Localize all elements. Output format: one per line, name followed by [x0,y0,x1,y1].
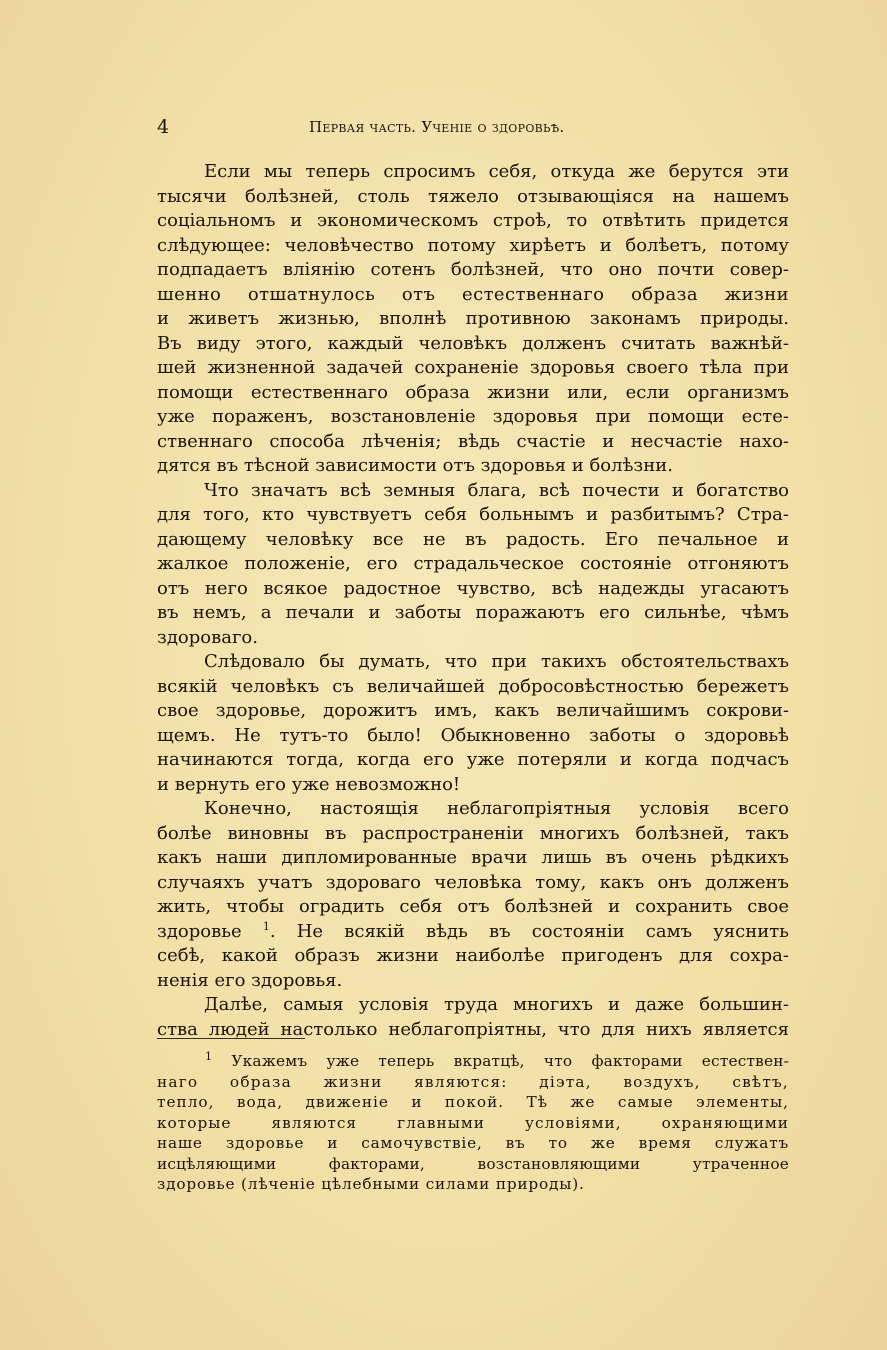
text-line: себѣ, какой образъ жизни наиболѣе пригоденъ для сохра- [157,945,789,966]
text-line: слѣдующее: человѣчество потому хирѣетъ и болѣетъ, потому [157,234,789,256]
paragraph [157,797,789,993]
text-line: дятся въ тѣсной зависимости отъ здоровья и болѣзни. [157,455,673,476]
text-line: отъ него всякое радостное чувство, всѣ надежды угасаютъ [157,577,789,599]
text-line: жалкое положеніе, его страдальческое состояніе отгоняютъ [157,553,789,574]
text-line: шенно отшатнулось отъ естественнаго образа жизни [157,283,789,305]
running-head: Первая часть. Ученіе о здоровьѣ. [309,118,565,136]
text-line: ственнаго способа лѣченія; вѣдь счастіе и несчастіе нахо- [157,430,789,452]
text-line: жить, чтобы оградить себя отъ болѣзней и сохранить свое [157,896,789,917]
footnote-divider [157,1038,305,1039]
footnote-line: наше здоровье и самочувствіе, въ то же время служатъ [157,1134,789,1152]
text-line [157,920,789,945]
text-line: помощи естественнаго образа жизни или, если организмъ [157,381,789,403]
text-line: ненія его здоровья. [157,969,343,991]
footnote-mark: 1 [205,1049,213,1063]
footnote-line: исцѣляющими факторами, возстановляющими утраченное [157,1154,789,1173]
footnote-reference[interactable]: 1 [262,919,270,933]
paragraph [157,993,789,1042]
footnote-line: тепло, вода, движеніе и покой. Тѣ же самые элементы, [157,1093,789,1111]
text-line: подпадаетъ вліянію сотенъ болѣзней, что оно почти совер- [157,259,789,280]
text-line: случаяхъ учатъ здороваго человѣка тому, какъ онъ долженъ [157,871,789,893]
text-line: шей жизненной задачей сохраненіе здоровья своего тѣла при [157,357,789,378]
text-line: начинаются тогда, когда его уже потеряли и когда подчасъ [157,749,789,770]
footnote-line: здоровье (лѣченіе цѣлебными силами природы). [157,1175,585,1193]
page-number: 4 [157,116,170,138]
text-line: соціальномъ и экономическомъ строѣ, то отвѣтить придется [157,210,789,231]
footnote [157,1051,789,1195]
page-header [157,116,789,138]
text-line: Далѣе, самыя условія труда многихъ и даже большин- [204,994,789,1015]
text-line: тысячи болѣзней, столь тяжело отзывающіяся на нашемъ [157,185,789,207]
text-fragment: . Не всякій вѣдь въ состояніи самъ уяснить [269,920,789,942]
footnote-line: наго образа жизни являются: діэта, воздухъ, свѣтъ, [157,1072,789,1091]
text-line: какъ наши дипломированные врачи лишь въ очень рѣдкихъ [157,847,789,868]
paragraph [157,160,789,479]
text-line: Въ виду этого, каждый человѣкъ долженъ считать важнѣй- [157,332,789,354]
main-text [157,160,789,1042]
paragraph [157,479,789,651]
footnote-text: Укажемъ уже теперь вкратцѣ, что факторами естествен- [231,1052,789,1070]
text-line: свое здоровье, дорожитъ имъ, какъ величайшимъ сокрови- [157,700,789,721]
text-line: въ немъ, а печали и заботы поражаютъ его сильнѣе, чѣмъ [157,602,789,623]
text-line: Что значатъ всѣ земныя блага, всѣ почести и богатство [204,479,789,501]
text-line: Конечно, настоящія неблагопріятныя условія всего [204,798,789,819]
paragraph [157,650,789,797]
text-line: для того, кто чувствуетъ себя больнымъ и разбитымъ? Стра- [157,504,789,525]
footnote-line: которые являются главными условіями, охраняющими [157,1113,789,1132]
text-line: дающему человѣку все не въ радость. Его печальное и [157,528,789,550]
footnote-line [157,1051,789,1072]
text-line: и живетъ жизнью, вполнѣ противною законамъ природы. [157,308,789,329]
text-fragment: здоровье [157,920,242,942]
text-line: Слѣдовало бы думать, что при такихъ обстоятельствахъ [204,651,789,672]
text-line: уже пораженъ, возстановленіе здоровья при помощи есте- [157,406,789,427]
text-line: здороваго. [157,626,258,648]
text-line: щемъ. Не тутъ-то было! Обыкновенно заботы о здоровьѣ [157,724,789,746]
text-line: ства людей настолько неблагопріятны, что для нихъ является [157,1018,789,1040]
text-line: и вернуть его уже невозможно! [157,773,461,795]
text-line: Если мы теперь спросимъ себя, откуда же берутся эти [204,161,789,182]
text-line: всякій человѣкъ съ величайшей добросовѣстностью бережетъ [157,675,789,697]
text-line: болѣе виновны въ распространеніи многихъ болѣзней, такъ [157,822,789,844]
